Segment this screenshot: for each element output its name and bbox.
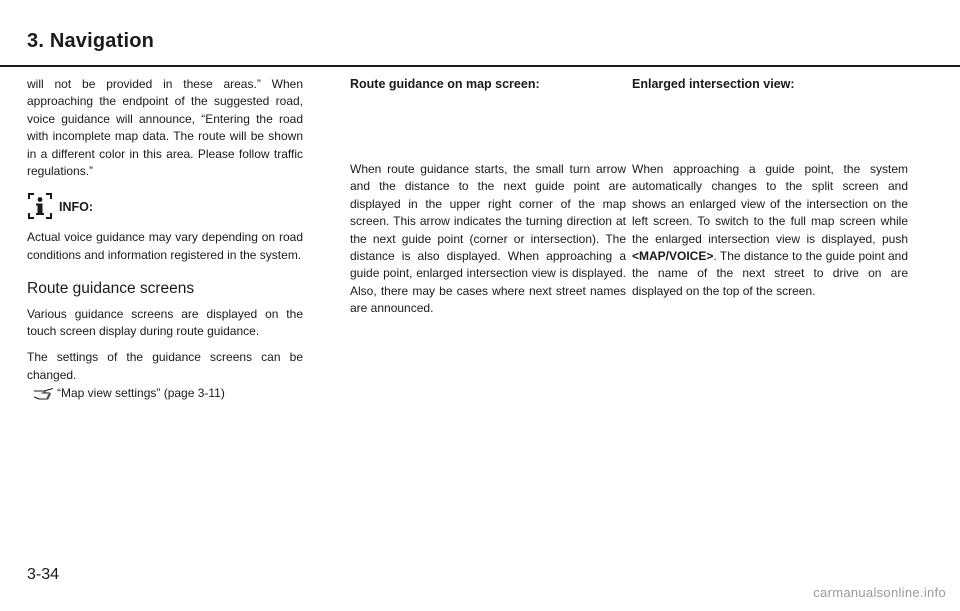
column-right bbox=[632, 76, 908, 93]
watermark: carmanualsonline.info bbox=[813, 585, 946, 600]
route-guidance-body bbox=[350, 161, 626, 318]
settings-paragraph: The settings of the guidance screens can be changed. bbox=[27, 350, 303, 382]
pointing-hand-icon bbox=[33, 387, 55, 401]
column-left bbox=[27, 76, 303, 403]
chapter-title: 3. Navigation bbox=[27, 30, 155, 52]
info-icon bbox=[27, 192, 53, 220]
info-text: Actual voice guidance may vary depending on road conditions and information registered in the system. bbox=[27, 230, 303, 262]
page-number: 3-34 bbox=[27, 566, 60, 583]
route-guidance-heading: Route guidance on map screen: bbox=[350, 77, 540, 91]
section-heading: Route guidance screens bbox=[27, 280, 195, 298]
info-note bbox=[27, 190, 303, 220]
intro-paragraph: will not be provided in these areas.” When approaching the endpoint of the suggested road, voice guidance will announce, “Entering the road with incomplete map data. The route will be shown in a different color in this area. Please follow traffic regulations.” bbox=[27, 77, 303, 179]
header-rule bbox=[0, 65, 960, 67]
info-label: INFO: bbox=[59, 200, 94, 215]
enlarged-view-paragraph bbox=[632, 161, 908, 300]
enlarged-view-heading: Enlarged intersection view: bbox=[632, 77, 795, 91]
cross-reference-text: “Map view settings” (page 3-11) bbox=[57, 386, 225, 401]
column-middle bbox=[350, 76, 626, 93]
guidance-screens-paragraph: Various guidance screens are displayed on the touch screen display during route guidance. bbox=[27, 306, 303, 339]
cross-reference[interactable] bbox=[33, 385, 303, 402]
page-header bbox=[0, 0, 960, 66]
route-guidance-paragraph: When route guidance starts, the small turn arrow and the distance to the next guide point are displayed in the upper right corner of the map screen. This arrow indicates the turning direction at the next guide point (corner or intersection). The distance is also displayed. When approaching a guide point, enlarged intersection view is displayed. Also, there may be cases where next street names are announced. bbox=[350, 162, 626, 316]
enlarged-view-body bbox=[632, 161, 908, 300]
map-voice-button-name: <MAP/VOICE> bbox=[632, 249, 714, 264]
enlarged-view-text-1: When approaching a guide point, the system automatically changes to the split screen and shows an enlarged view of the intersection on the left screen. To switch to the full map screen while the enlarged intersection view is displayed, push bbox=[632, 162, 908, 246]
enlarged-view-text-2: . The distance to the guide point and the name of the next street to drive on are displayed on the top of the screen. bbox=[632, 249, 908, 298]
